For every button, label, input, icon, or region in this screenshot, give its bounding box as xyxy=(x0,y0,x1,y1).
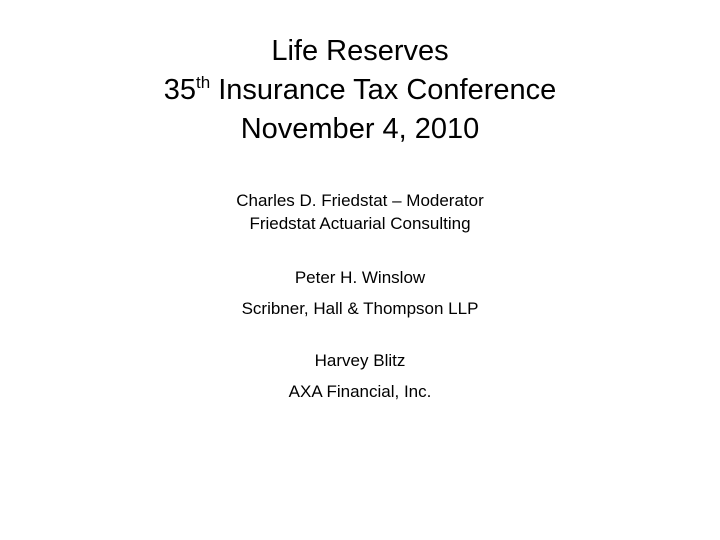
title-line-1: Life Reserves xyxy=(271,35,449,67)
speaker-name: Harvey Blitz xyxy=(314,351,406,370)
title-line-2 xyxy=(0,71,720,110)
speaker-block xyxy=(0,262,720,324)
speaker-name: Peter H. Winslow xyxy=(294,268,426,287)
speaker-block xyxy=(0,345,720,407)
title-number: 35 xyxy=(163,74,196,106)
speaker-organization: Scribner, Hall & Thompson LLP xyxy=(241,299,479,318)
title-conference-name: Insurance Tax Conference xyxy=(210,74,557,106)
slide-title xyxy=(0,32,720,149)
moderator-organization: Friedstat Actuarial Consulting xyxy=(249,214,471,233)
moderator-block xyxy=(0,189,720,235)
moderator-name: Charles D. Friedstat – Moderator xyxy=(236,191,484,210)
title-ordinal-suffix: th xyxy=(196,73,211,92)
title-date: November 4, 2010 xyxy=(240,113,480,145)
speaker-organization: AXA Financial, Inc. xyxy=(288,382,432,401)
